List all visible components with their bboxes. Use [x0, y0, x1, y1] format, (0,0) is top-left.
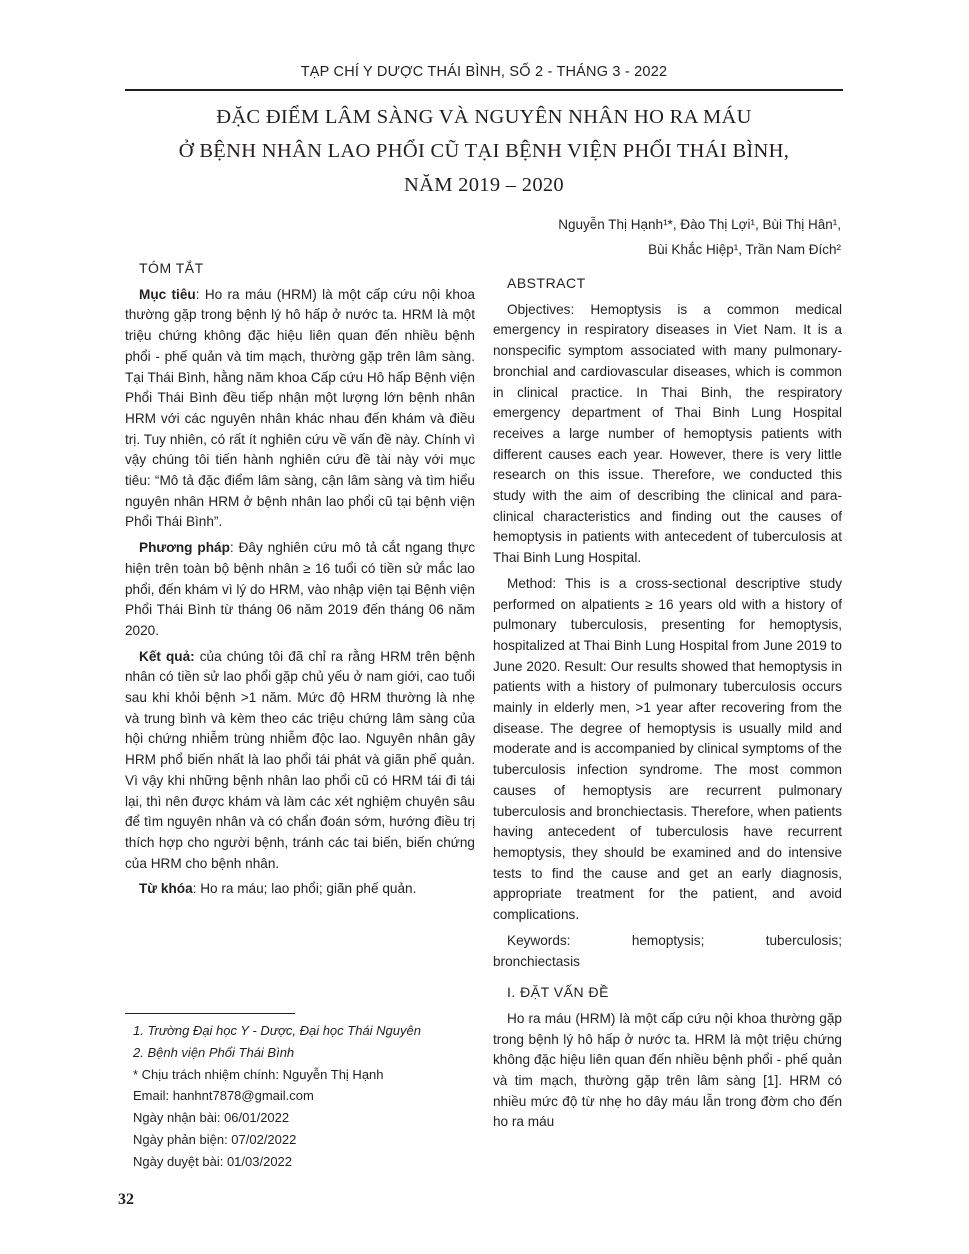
- muctieu-text: : Ho ra máu (HRM) là một cấp cứu nội khoa thường gặp trong bệnh lý hô hấp ở nước ta. HRM là một triệu chứng không đặc hiệu liên quan đến nhiều bệnh phổi - phế quản và tim mạch, thường gặp trên lâm sàng. Tại Thái Bình, hằng năm khoa Cấp cứu Hô hấp Bệnh viện Phổi Thái Bình đều tiếp nhận một lượng lớn bệnh nhân HRM với các nguyên nhân khác nhau đến khám và điều trị. Tuy nhiên, có rất ít nghiên cứu về vấn đề này. Chính vì vậy chúng tôi tiến hành nghiên cứu đề tài này với mục tiêu: “Mô tả đặc điểm lâm sàng, cận lâm sàng và tìm hiểu nguyên nhân HRM ở bệnh nhân lao phổi cũ tại bệnh viện Phổi Thái Bình”.: [125, 286, 475, 530]
- footnote-accepted: Ngày duyệt bài: 01/03/2022: [133, 1153, 293, 1169]
- keywords-row: [493, 931, 842, 952]
- english-abstract-column: [493, 273, 842, 1138]
- tukhoa-text: : Ho ra máu; lao phổi; giãn phế quản.: [192, 881, 417, 897]
- journal-header: TẠP CHÍ Y DƯỢC THÁI BÌNH, SỐ 2 - THÁNG 3 - 2022: [300, 64, 668, 80]
- tukhoa-paragraph: [125, 879, 475, 900]
- title-line-1: ĐẶC ĐIỂM LÂM SÀNG VÀ NGUYÊN NHÂN HO RA MÁU: [216, 106, 752, 128]
- author-list: [558, 212, 841, 262]
- authors-line-1: Nguyễn Thị Hạnh¹*, Đào Thị Lợi¹, Bùi Thị Hân¹,: [558, 217, 841, 232]
- ketqua-paragraph: [125, 647, 475, 875]
- tukhoa-label: Từ khóa: [139, 881, 193, 897]
- title-line-2: Ở BỆNH NHÂN LAO PHỔI CŨ TẠI BỆNH VIỆN PHỔI THÁI BÌNH,: [178, 140, 790, 162]
- page-number: 32: [118, 1191, 134, 1208]
- footnote-corresponding: * Chịu trách nhiệm chính: Nguyễn Thị Hạnh: [133, 1066, 384, 1082]
- vietnamese-abstract-column: [125, 258, 475, 905]
- footnote-affiliation-2: 2. Bệnh viện Phổi Thái Bình: [133, 1044, 295, 1060]
- phuongphap-text: : Đây nghiên cứu mô tả cắt ngang thực hiện trên toàn bộ bệnh nhân ≥ 16 tuổi có tiền sử mắc lao phổi, đến khám vì lý do HRM, vào nhập viện tại Bệnh viện Phổi Thái Bình từ tháng 06 năm 2019 đến tháng 06 năm 2020.: [125, 540, 476, 638]
- footnote-reviewed: Ngày phản biện: 07/02/2022: [133, 1131, 297, 1147]
- keyword-1: hemoptysis;: [631, 932, 705, 948]
- footnote-received: Ngày nhận bài: 06/01/2022: [133, 1110, 290, 1126]
- ketqua-text: của chúng tôi đã chỉ ra rằng HRM trên bệnh nhân có tiền sử lao phổi gặp chủ yếu ở nam giới, cao tuổi sau khi khỏi bệnh >1 năm. Mức độ HRM thường là nhẹ và trung bình và kèm theo các triệu chứng lâm sàng của hội chứng nhiễm trùng nhiễm độc lao. Nguyên nhân gây HRM phổ biến nhất là lao phổi tái phát và giãn phế quản. Vì vậy khi những bệnh nhân lao phổi cũ có HRM tái đi tái lại, thì nên được khám và làm các xét nghiệm chuyên sâu để tìm nguyên nhân và có chẩn đoán sớm, hướng điều trị thích hợp cho người bệnh, tránh các tai biến, biến chứng của HRM cho bệnh nhân.: [125, 648, 476, 871]
- ketqua-label: Kết quả:: [139, 648, 195, 664]
- objectives-paragraph: Objectives: Hemoptysis is a common medical emergency in respiratory diseases in Viet Nam. It is a nonspecific symptom associated with many pulmonary-bronchial and cardiovascular diseases, which is common in clinical practice. In Thai Binh, the respiratory emergency department of Thai Binh Lung Hospital receives a large number of hemoptysis patients with different causes each year. However, there is very little research on this issue. Therefore, we conducted this study with the aim of describing the clinical and para-clinical characteristics and finding out the causes of hemoptysis in patients with antecedent of tuberculosis at Thai Binh Lung Hospital.: [493, 301, 842, 566]
- header-rule: [125, 89, 843, 91]
- phuongphap-paragraph: [125, 538, 475, 642]
- keyword-2: tuberculosis;: [765, 932, 842, 948]
- footnote-rule: [125, 1013, 295, 1014]
- section1-heading: I. ĐẶT VẤN ĐỀ: [507, 984, 609, 1001]
- footnote-email: Email: hanhnt7878@gmail.com: [133, 1088, 314, 1104]
- article-title: [110, 100, 858, 202]
- keywords-label: Keywords:: [507, 932, 571, 948]
- footnote-affiliation-1: 1. Trường Đại học Y - Dược, Đại học Thái Nguyên: [133, 1023, 421, 1038]
- title-line-3: NĂM 2019 – 2020: [404, 174, 564, 196]
- tomtat-heading: TÓM TẮT: [139, 260, 204, 276]
- method-paragraph: Method: This is a cross-sectional descriptive study performed on alpatients ≥ 16 years old with a history of pulmonary tuberculosis, presenting for hemoptysis, hospitalized at Thai Binh Lung Hospital from June 2019 to June 2020. Result: Our results showed that hemoptysis in patients with a history of pulmonary tuberculosis occurs mainly in elderly men, >1 year after recovering from the disease. The degree of hemoptysis is usually mild and moderate and is accompanied by clinical symptoms of the tuberculosis infection syndrome. The most common causes of hemoptysis are recurrent pulmonary tuberculosis and bronchiectasis. Therefore, when patients having antecedent of tuberculosis have recurrent hemoptysis, they should be examined and do intensive tests to find the cause and get an early diagnosis, appropriate treatment for the patient, and avoid complications.: [493, 575, 842, 923]
- abstract-heading: ABSTRACT: [507, 275, 586, 291]
- section1-paragraph: Ho ra máu (HRM) là một cấp cứu nội khoa thường gặp trong bệnh lý hô hấp ở nước ta. HRM là một triệu chứng không đặc hiệu liên quan đến nhiều bệnh phổi - phế quản và tim mạch, thường gặp trên lâm sàng [1]. HRM có nhiều mức độ từ nhẹ ho dây máu lẫn trong đờm cho đến ho ra máu: [493, 1010, 842, 1130]
- phuongphap-label: Phương pháp: [139, 540, 230, 556]
- authors-line-2: Bùi Khắc Hiệp¹, Trần Nam Đích²: [648, 242, 841, 257]
- footnotes: [133, 1020, 421, 1173]
- keyword-3: bronchiectasis: [493, 953, 580, 969]
- muctieu-paragraph: [125, 285, 475, 533]
- muctieu-label: Mục tiêu: [139, 286, 196, 302]
